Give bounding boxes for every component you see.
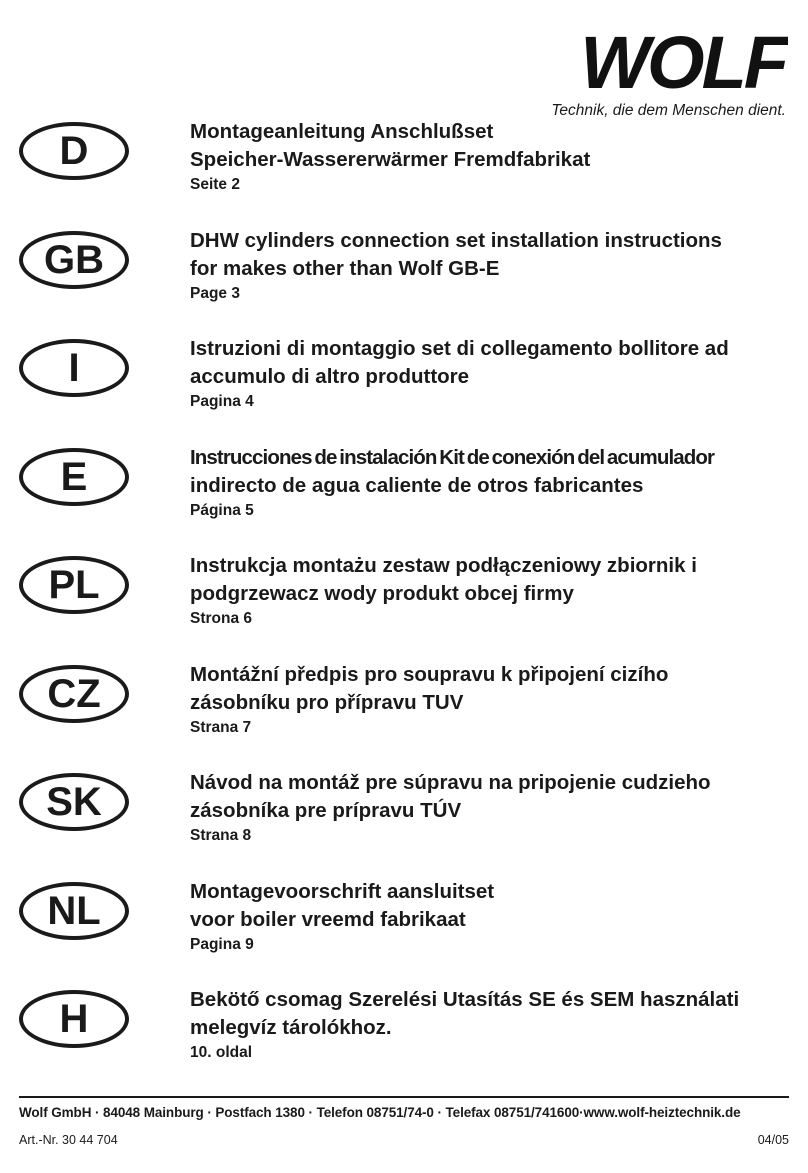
section-title-line: Montagevoorschrift aansluitset (190, 879, 495, 903)
section-page-reference[interactable]: Pagina 9 (190, 935, 254, 953)
article-number: Art.-Nr. 30 44 704 (19, 1133, 118, 1147)
section-title-line: Instrucciones de instalación Kit de conexión del acumulador (190, 445, 715, 469)
language-section-list (0, 112, 808, 1089)
section-title-line: Istruzioni di montaggio set di collegamento bollitore ad (190, 337, 729, 360)
wolf-logo-wordmark: WOLF (580, 28, 786, 96)
language-code-badge: H (19, 990, 129, 1048)
section-page-reference[interactable]: Strona 6 (190, 610, 253, 627)
section-title-line: Speicher-Wassererwärmer Fremdfabrikat (190, 148, 591, 171)
section-text (190, 878, 790, 955)
footer-bottom-row (19, 1133, 789, 1147)
section-title-line: Bekötő csomag Szerelési Utasítás SE és SEM használati (190, 988, 740, 1011)
section-title-line: indirecto de agua caliente de otros fabricantes (190, 473, 644, 497)
language-section[interactable] (0, 221, 808, 330)
section-page-reference[interactable]: 10. oldal (190, 1044, 253, 1061)
section-title-line: zásobníka pre prípravu TÚV (190, 799, 462, 822)
section-title-line: zásobníku pro přípravu TUV (190, 690, 464, 714)
language-code-badge: D (19, 122, 129, 180)
section-page-reference[interactable]: Seite 2 (190, 176, 240, 193)
section-page-reference[interactable]: Strana 7 (190, 718, 252, 736)
section-page-reference[interactable]: Page 3 (190, 284, 240, 302)
section-text (190, 227, 790, 304)
section-title-line: voor boiler vreemd fabrikaat (190, 907, 466, 931)
language-section[interactable] (0, 438, 808, 547)
section-text (190, 118, 790, 195)
section-page-reference[interactable]: Página 5 (190, 501, 254, 519)
language-section[interactable] (0, 872, 808, 981)
footer-contact: Wolf GmbH · 84048 Mainburg · Postfach 1380 · Telefon 08751/74-0 · Telefax 08751/741600·www.wolf-heiztechnik.de (19, 1105, 741, 1120)
document-date: 04/05 (757, 1133, 789, 1147)
language-section[interactable] (0, 329, 808, 438)
language-code-badge: NL (19, 882, 129, 940)
section-title-line: for makes other than Wolf GB-E (190, 256, 500, 280)
language-code-badge: SK (19, 773, 129, 831)
wolf-logo (518, 28, 788, 120)
section-text (190, 444, 790, 521)
section-title-line: DHW cylinders connection set installation instructions (190, 228, 722, 252)
section-title-line: melegvíz tárolókhoz. (190, 1016, 392, 1039)
language-section[interactable] (0, 655, 808, 764)
section-title-line: Instrukcja montażu zestaw podłączeniowy zbiornik i (190, 554, 697, 577)
language-section[interactable] (0, 980, 808, 1089)
language-code-badge: I (19, 339, 129, 397)
section-page-reference[interactable]: Strana 8 (190, 827, 252, 844)
section-text (190, 661, 790, 738)
section-title-line: Montageanleitung Anschlußset (190, 120, 494, 143)
language-section[interactable] (0, 763, 808, 872)
section-title-line: podgrzewacz wody produkt obcej firmy (190, 582, 574, 605)
section-text (190, 335, 790, 412)
brand-tagline: Technik, die dem Menschen dient. (551, 102, 786, 119)
section-title-line: Návod na montáž pre súpravu na pripojenie cudzieho (190, 771, 711, 794)
language-code-badge: PL (19, 556, 129, 614)
footer-divider (19, 1096, 789, 1098)
language-code-badge: E (19, 448, 129, 506)
section-title-line: accumulo di altro produttore (190, 365, 470, 388)
section-text (190, 769, 790, 846)
language-section[interactable] (0, 546, 808, 655)
section-page-reference[interactable]: Pagina 4 (190, 393, 254, 410)
language-section[interactable] (0, 112, 808, 221)
section-text (190, 986, 790, 1063)
section-text (190, 552, 790, 629)
language-code-badge: GB (19, 231, 129, 289)
language-code-badge: CZ (19, 665, 129, 723)
section-title-line: Montážní předpis pro soupravu k připojení cizího (190, 662, 669, 686)
wolf-logo-mark (530, 28, 788, 96)
